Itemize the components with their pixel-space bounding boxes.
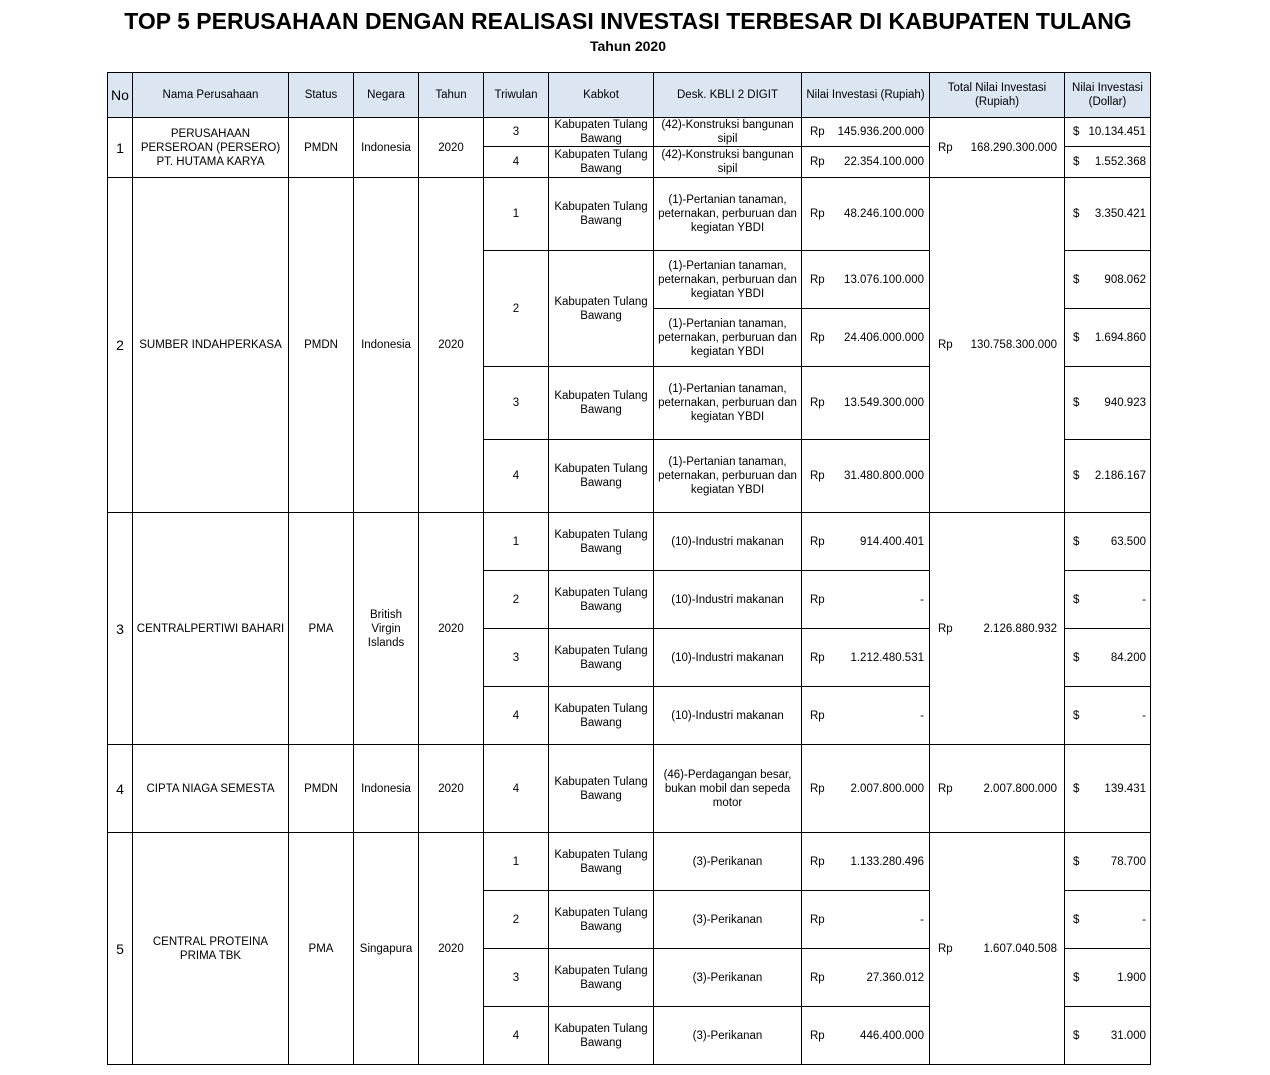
usd-symbol: $ <box>1073 709 1080 722</box>
rp-value: - <box>920 593 924 606</box>
usd-symbol: $ <box>1073 855 1080 868</box>
rp-amount <box>802 125 929 139</box>
cell-nilai-rp <box>802 118 930 147</box>
cell-kabkot: Kabupaten Tulang Bawang <box>549 1007 654 1065</box>
usd-symbol: $ <box>1073 126 1080 138</box>
table-row <box>108 833 1151 891</box>
cell-status: PMDN <box>289 745 354 833</box>
cell-kbli: (3)-Perikanan <box>654 949 802 1007</box>
usd-amount <box>1065 331 1150 345</box>
rp-value: 13.076.100.000 <box>844 273 924 286</box>
rp-value: 13.549.300.000 <box>844 397 924 409</box>
total-amount <box>930 782 1064 796</box>
cell-nilai-rp <box>802 251 930 309</box>
rp-symbol: Rp <box>938 622 953 635</box>
cell-kabkot: Kabupaten Tulang Bawang <box>549 147 654 178</box>
usd-symbol: $ <box>1073 470 1080 482</box>
cell-nilai-rp <box>802 309 930 367</box>
cell-kabkot: Kabupaten Tulang Bawang <box>549 440 654 513</box>
rp-symbol: Rp <box>810 651 825 664</box>
cell-triwulan: 2 <box>484 251 549 367</box>
cell-kbli: (1)-Pertanian tanaman, peternakan, perburuan dan kegiatan YBDI <box>654 309 802 367</box>
usd-amount <box>1065 913 1150 927</box>
cell-nilai-rp <box>802 147 930 178</box>
usd-amount <box>1065 469 1150 483</box>
rp-amount <box>802 782 929 796</box>
table-row <box>108 118 1151 147</box>
usd-amount <box>1065 971 1150 985</box>
cell-triwulan: 4 <box>484 147 549 178</box>
rp-symbol: Rp <box>810 208 825 220</box>
rp-amount <box>802 651 929 665</box>
usd-symbol: $ <box>1073 156 1080 168</box>
rp-value: - <box>920 913 924 926</box>
cell-triwulan: 4 <box>484 745 549 833</box>
total-amount <box>930 141 1064 155</box>
rp-value: 446.400.000 <box>860 1029 924 1042</box>
cell-kabkot: Kabupaten Tulang Bawang <box>549 745 654 833</box>
cell-negara: Indonesia <box>354 178 419 513</box>
cell-nilai-rp <box>802 833 930 891</box>
cell-kabkot: Kabupaten Tulang Bawang <box>549 687 654 745</box>
rp-symbol: Rp <box>810 971 825 984</box>
usd-value: 2.186.167 <box>1094 470 1146 482</box>
usd-amount <box>1065 535 1150 549</box>
cell-negara: Singapura <box>354 833 419 1065</box>
cell-nilai-rp <box>802 687 930 745</box>
header-status: Status <box>289 73 354 118</box>
cell-triwulan: 3 <box>484 629 549 687</box>
cell-tahun: 2020 <box>419 745 484 833</box>
rp-symbol: Rp <box>810 397 825 409</box>
page-title: TOP 5 PERUSAHAAN DENGAN REALISASI INVESTASI TERBESAR DI KABUPATEN TULANG <box>124 8 1132 34</box>
cell-kbli: (3)-Perikanan <box>654 891 802 949</box>
cell-kabkot: Kabupaten Tulang Bawang <box>549 367 654 440</box>
usd-symbol: $ <box>1073 397 1080 409</box>
header-nilai-usd: Nilai Investasi (Dollar) <box>1065 73 1151 118</box>
cell-status: PMDN <box>289 178 354 513</box>
rp-symbol: Rp <box>810 709 825 722</box>
cell-negara: Indonesia <box>354 118 419 178</box>
usd-symbol: $ <box>1073 593 1080 606</box>
table-body <box>108 118 1151 1065</box>
total-amount <box>930 338 1064 352</box>
rp-value: 2.007.800.000 <box>850 782 924 795</box>
cell-nilai-usd <box>1065 178 1151 251</box>
table-row <box>108 513 1151 571</box>
cell-nilai-usd <box>1065 1007 1151 1065</box>
cell-kabkot: Kabupaten Tulang Bawang <box>549 891 654 949</box>
usd-value: 31.000 <box>1110 1029 1146 1042</box>
header-kabkot: Kabkot <box>549 73 654 118</box>
usd-value: 1.694.860 <box>1094 331 1146 344</box>
cell-kabkot: Kabupaten Tulang Bawang <box>549 513 654 571</box>
cell-kbli: (10)-Industri makanan <box>654 571 802 629</box>
usd-amount <box>1065 155 1150 169</box>
rp-amount <box>802 273 929 287</box>
cell-no: 2 <box>108 178 133 513</box>
rp-amount <box>802 396 929 410</box>
cell-kbli: (46)-Perdagangan besar, bukan mobil dan sepeda motor <box>654 745 802 833</box>
usd-value: 1.552.368 <box>1094 156 1146 168</box>
usd-amount <box>1065 593 1150 607</box>
usd-value: 908.062 <box>1104 273 1146 286</box>
cell-nilai-rp <box>802 891 930 949</box>
cell-nilai-rp <box>802 629 930 687</box>
usd-amount <box>1065 855 1150 869</box>
cell-nilai-usd <box>1065 440 1151 513</box>
header-tahun: Tahun <box>419 73 484 118</box>
cell-nilai-rp <box>802 745 930 833</box>
rp-symbol: Rp <box>810 593 825 606</box>
usd-symbol: $ <box>1073 331 1080 344</box>
usd-symbol: $ <box>1073 971 1080 984</box>
cell-nilai-usd <box>1065 513 1151 571</box>
cell-nilai-rp <box>802 1007 930 1065</box>
cell-triwulan: 3 <box>484 949 549 1007</box>
rp-amount <box>802 913 929 927</box>
cell-nilai-rp <box>802 440 930 513</box>
cell-kbli: (1)-Pertanian tanaman, peternakan, perburuan dan kegiatan YBDI <box>654 367 802 440</box>
cell-nilai-rp <box>802 367 930 440</box>
rp-value: - <box>920 709 924 722</box>
cell-triwulan: 3 <box>484 118 549 147</box>
cell-nama: PERUSAHAAN PERSEROAN (PERSERO) PT. HUTAMA KARYA <box>133 118 289 178</box>
rp-symbol: Rp <box>810 535 825 548</box>
table-row <box>108 178 1151 251</box>
cell-kabkot: Kabupaten Tulang Bawang <box>549 178 654 251</box>
cell-kabkot: Kabupaten Tulang Bawang <box>549 118 654 147</box>
cell-kbli: (42)-Konstruksi bangunan sipil <box>654 147 802 178</box>
cell-nilai-usd <box>1065 629 1151 687</box>
rp-amount <box>802 469 929 483</box>
rp-value: 27.360.012 <box>866 971 924 984</box>
usd-value: - <box>1142 709 1146 722</box>
usd-value: - <box>1142 593 1146 606</box>
usd-symbol: $ <box>1073 208 1080 220</box>
total-value: 130.758.300.000 <box>970 339 1057 351</box>
cell-negara: Indonesia <box>354 745 419 833</box>
rp-amount <box>802 155 929 169</box>
page-subtitle: Tahun 2020 <box>590 38 666 54</box>
usd-symbol: $ <box>1073 1029 1080 1042</box>
rp-amount <box>802 971 929 985</box>
cell-no: 5 <box>108 833 133 1065</box>
cell-negara: British Virgin Islands <box>354 513 419 745</box>
cell-nilai-rp <box>802 513 930 571</box>
usd-value: 84.200 <box>1110 651 1146 664</box>
rp-value: 24.406.000.000 <box>844 331 924 344</box>
usd-symbol: $ <box>1073 782 1080 795</box>
cell-nilai-usd <box>1065 571 1151 629</box>
cell-kbli: (1)-Pertanian tanaman, peternakan, perburuan dan kegiatan YBDI <box>654 440 802 513</box>
rp-value: 914.400.401 <box>860 535 924 548</box>
header-nama: Nama Perusahaan <box>133 73 289 118</box>
investment-table <box>107 72 1151 1065</box>
usd-value: 10.134.451 <box>1088 126 1146 138</box>
rp-symbol: Rp <box>810 470 825 482</box>
rp-symbol: Rp <box>810 331 825 344</box>
header-kbli: Desk. KBLI 2 DIGIT <box>654 73 802 118</box>
rp-value: 22.354.100.000 <box>844 156 924 168</box>
cell-no: 1 <box>108 118 133 178</box>
usd-amount <box>1065 273 1150 287</box>
header-nilai-rp: Nilai Investasi (Rupiah) <box>802 73 930 118</box>
usd-amount <box>1065 651 1150 665</box>
cell-kabkot: Kabupaten Tulang Bawang <box>549 833 654 891</box>
cell-nilai-usd <box>1065 309 1151 367</box>
header-total-rp: Total Nilai Investasi (Rupiah) <box>930 73 1065 118</box>
cell-total-rp <box>930 178 1065 513</box>
rp-amount <box>802 535 929 549</box>
cell-tahun: 2020 <box>419 833 484 1065</box>
cell-nama: CENTRALPERTIWI BAHARI <box>133 513 289 745</box>
cell-nilai-usd <box>1065 745 1151 833</box>
cell-nilai-rp <box>802 178 930 251</box>
cell-status: PMA <box>289 513 354 745</box>
usd-symbol: $ <box>1073 535 1080 548</box>
usd-amount <box>1065 1029 1150 1043</box>
rp-value: 31.480.800.000 <box>844 470 924 482</box>
rp-amount <box>802 855 929 869</box>
cell-tahun: 2020 <box>419 178 484 513</box>
usd-amount <box>1065 207 1150 221</box>
rp-symbol: Rp <box>810 855 825 868</box>
cell-nilai-usd <box>1065 367 1151 440</box>
cell-triwulan: 1 <box>484 513 549 571</box>
usd-value: 63.500 <box>1110 535 1146 548</box>
cell-no: 3 <box>108 513 133 745</box>
rp-value: 1.133.280.496 <box>850 855 924 868</box>
rp-value: 1.212.480.531 <box>850 651 924 664</box>
total-amount <box>930 622 1064 636</box>
usd-symbol: $ <box>1073 273 1080 286</box>
rp-symbol: Rp <box>810 273 825 286</box>
cell-kabkot: Kabupaten Tulang Bawang <box>549 251 654 367</box>
usd-value: - <box>1142 913 1146 926</box>
rp-amount <box>802 593 929 607</box>
cell-kbli: (10)-Industri makanan <box>654 687 802 745</box>
usd-value: 1.900 <box>1117 971 1146 984</box>
cell-kabkot: Kabupaten Tulang Bawang <box>549 949 654 1007</box>
total-value: 2.126.880.932 <box>983 622 1057 635</box>
cell-status: PMA <box>289 833 354 1065</box>
rp-amount <box>802 709 929 723</box>
cell-tahun: 2020 <box>419 513 484 745</box>
cell-triwulan: 1 <box>484 833 549 891</box>
cell-kbli: (42)-Konstruksi bangunan sipil <box>654 118 802 147</box>
header-triwulan: Triwulan <box>484 73 549 118</box>
header-negara: Negara <box>354 73 419 118</box>
usd-amount <box>1065 782 1150 796</box>
total-amount <box>930 942 1064 956</box>
total-value: 2.007.800.000 <box>983 782 1057 795</box>
cell-nama: CIPTA NIAGA SEMESTA <box>133 745 289 833</box>
rp-value: 48.246.100.000 <box>844 208 924 220</box>
cell-total-rp <box>930 745 1065 833</box>
usd-amount <box>1065 396 1150 410</box>
cell-kbli: (10)-Industri makanan <box>654 513 802 571</box>
cell-nama: CENTRAL PROTEINA PRIMA TBK <box>133 833 289 1065</box>
table-row <box>108 745 1151 833</box>
cell-kbli: (3)-Perikanan <box>654 833 802 891</box>
rp-symbol: Rp <box>810 782 825 795</box>
cell-triwulan: 3 <box>484 367 549 440</box>
header-no: No <box>108 73 133 118</box>
cell-triwulan: 1 <box>484 178 549 251</box>
cell-triwulan: 4 <box>484 1007 549 1065</box>
total-value: 1.607.040.508 <box>983 942 1057 955</box>
usd-amount <box>1065 709 1150 723</box>
cell-triwulan: 4 <box>484 687 549 745</box>
rp-amount <box>802 331 929 345</box>
rp-symbol: Rp <box>938 339 953 351</box>
header-row <box>108 73 1151 118</box>
rp-amount <box>802 1029 929 1043</box>
cell-triwulan: 2 <box>484 571 549 629</box>
cell-kbli: (1)-Pertanian tanaman, peternakan, perburuan dan kegiatan YBDI <box>654 178 802 251</box>
rp-value: 145.936.200.000 <box>837 126 924 138</box>
cell-kbli: (10)-Industri makanan <box>654 629 802 687</box>
usd-amount <box>1065 125 1150 139</box>
cell-total-rp <box>930 513 1065 745</box>
usd-value: 3.350.421 <box>1094 208 1146 220</box>
cell-kbli: (1)-Pertanian tanaman, peternakan, perburuan dan kegiatan YBDI <box>654 251 802 309</box>
cell-status: PMDN <box>289 118 354 178</box>
cell-kabkot: Kabupaten Tulang Bawang <box>549 629 654 687</box>
rp-symbol: Rp <box>938 141 953 154</box>
total-value: 168.290.300.000 <box>970 141 1057 154</box>
cell-total-rp <box>930 833 1065 1065</box>
cell-total-rp <box>930 118 1065 178</box>
cell-tahun: 2020 <box>419 118 484 178</box>
usd-value: 139.431 <box>1104 782 1146 795</box>
usd-symbol: $ <box>1073 913 1080 926</box>
usd-symbol: $ <box>1073 651 1080 664</box>
cell-nilai-rp <box>802 571 930 629</box>
cell-nilai-usd <box>1065 687 1151 745</box>
cell-nilai-rp <box>802 949 930 1007</box>
rp-symbol: Rp <box>938 782 953 795</box>
cell-no: 4 <box>108 745 133 833</box>
cell-nilai-usd <box>1065 147 1151 178</box>
rp-amount <box>802 207 929 221</box>
usd-value: 940.923 <box>1104 397 1146 409</box>
cell-nilai-usd <box>1065 118 1151 147</box>
cell-nilai-usd <box>1065 833 1151 891</box>
cell-nilai-usd <box>1065 891 1151 949</box>
rp-symbol: Rp <box>810 126 825 138</box>
cell-kabkot: Kabupaten Tulang Bawang <box>549 571 654 629</box>
cell-nilai-usd <box>1065 251 1151 309</box>
rp-symbol: Rp <box>810 1029 825 1042</box>
cell-nama: SUMBER INDAHPERKASA <box>133 178 289 513</box>
cell-nilai-usd <box>1065 949 1151 1007</box>
cell-triwulan: 2 <box>484 891 549 949</box>
rp-symbol: Rp <box>810 156 825 168</box>
rp-symbol: Rp <box>938 942 953 955</box>
cell-triwulan: 4 <box>484 440 549 513</box>
usd-value: 78.700 <box>1110 855 1146 868</box>
rp-symbol: Rp <box>810 913 825 926</box>
cell-kbli: (3)-Perikanan <box>654 1007 802 1065</box>
